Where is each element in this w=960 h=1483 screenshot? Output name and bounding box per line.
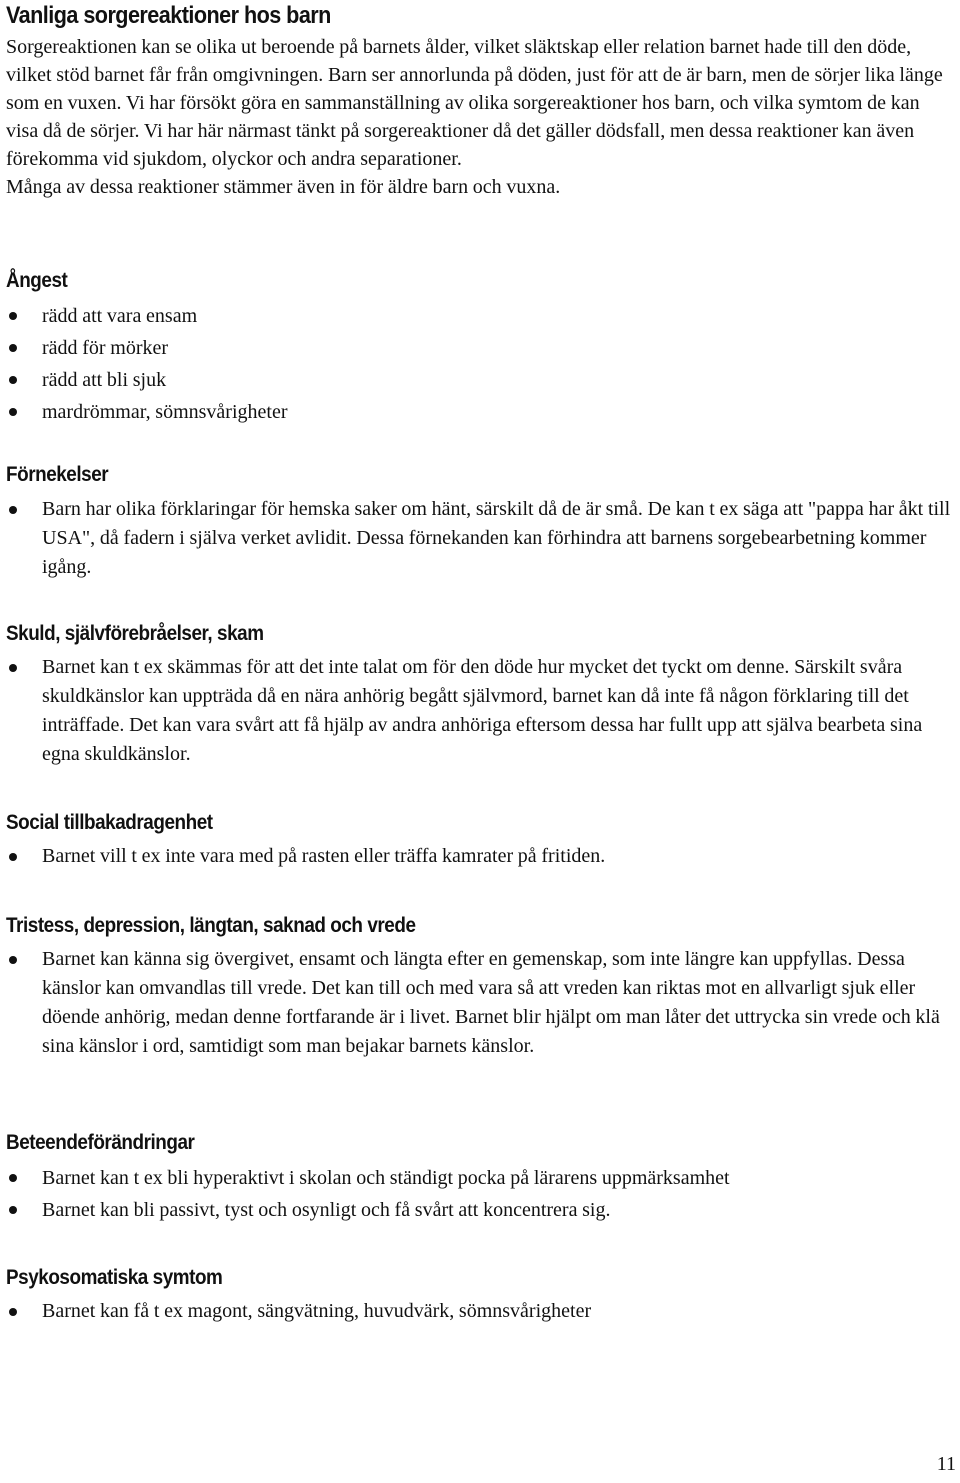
bullet-icon (9, 312, 17, 320)
list-item (6, 1194, 951, 1226)
list-item (6, 653, 951, 769)
bullet-icon (9, 506, 17, 514)
bullet-list (6, 300, 951, 428)
list-item (6, 1297, 951, 1326)
list-item (6, 332, 951, 364)
bullet-list (6, 1297, 951, 1326)
list-item-text: Barnet kan bli passivt, tyst och osynligt och få svårt att koncentrera sig. (42, 1199, 611, 1221)
section-heading: Förnekelser (6, 463, 109, 486)
bullet-icon (9, 1174, 17, 1182)
bullet-list (6, 842, 951, 871)
section-psykosomatiska (6, 1265, 951, 1326)
list-item (6, 945, 951, 1061)
section-heading: Tristess, depression, längtan, saknad och vrede (6, 914, 416, 937)
list-item-text: Barnet vill t ex inte vara med på rasten eller träffa kamrater på fritiden. (42, 845, 606, 867)
list-item-text: Barnet kan t ex bli hyperaktivt i skolan och ständigt pocka på lärarens uppmärksamhet (42, 1167, 730, 1189)
section-beteende (6, 1130, 951, 1226)
list-item-text: rädd för mörker (42, 337, 169, 359)
section-heading: Beteendeförändringar (6, 1131, 195, 1154)
bullet-icon (9, 344, 17, 352)
list-item (6, 364, 951, 396)
section-heading: Psykosomatiska symtom (6, 1266, 223, 1289)
list-item-text: Barnet kan känna sig övergivet, ensamt och längta efter en gemenskap, som inte längre kan uppfyllas. Dessa känslor kan omvandlas till vrede. Det kan till och med vara så att vreden kan riktas mot en allvarligt sjuk eller döende anhörig, medan denne fortfarande är i livet. Barnet blir hjälpt om man låter det uttrycka sin vrede och klä sina känslor i ord, samtidigt som man bejakar barnets känslor. (42, 948, 940, 1057)
list-item-text: rädd att vara ensam (42, 305, 198, 327)
bullet-list (6, 495, 951, 582)
list-item-text: Barnet kan få t ex magont, sängvätning, huvudvärk, sömnsvårigheter (42, 1300, 592, 1322)
bullet-icon (9, 664, 17, 672)
section-tristess (6, 913, 951, 1061)
intro-section (6, 33, 951, 201)
bullet-list (6, 1162, 951, 1226)
list-item (6, 300, 951, 332)
section-angest (6, 268, 951, 428)
page-title: Vanliga sorgereaktioner hos barn (6, 2, 331, 29)
section-heading: Skuld, självförebråelser, skam (6, 622, 264, 645)
bullet-list (6, 945, 951, 1061)
intro-note: Många av dessa reaktioner stämmer även in för äldre barn och vuxna. (6, 176, 561, 198)
bullet-icon (9, 1308, 17, 1316)
bullet-icon (9, 1206, 17, 1214)
intro-paragraph: Sorgereaktionen kan se olika ut beroende på barnets ålder, vilket släktskap eller relation barnet hade till den döde, vilket stöd barnet får från omgivningen. Barn ser annorlunda på döden, just för att de är barn, men de sörjer lika länge som en vuxen. Vi har försökt göra en sammanställning av olika sorgereaktioner hos barn, och vilka symtom de kan visa då de sörjer. Vi har här närmast tänkt på sorgereaktioner då det gäller dödsfall, men dessa reaktioner kan även förekomma vid sjukdom, olyckor och andra separationer. (6, 36, 943, 170)
list-item-text: mardrömmar, sömnsvårigheter (42, 401, 288, 423)
section-heading: Ångest (6, 269, 68, 292)
section-social (6, 810, 951, 871)
bullet-list (6, 653, 951, 769)
list-item (6, 1162, 951, 1194)
section-skuld (6, 621, 951, 769)
section-fornekelser (6, 462, 951, 582)
list-item-text: Barnet kan t ex skämmas för att det inte talat om för den döde hur mycket det tyckt om denne. Särskilt svåra skuldkänslor kan uppträda då en nära anhörig begått självmord, barnet kan då inte få någon förklaring till det inträffade. Det kan vara svårt att få hjälp av andra anhöriga eftersom dessa har fullt upp att själva bearbeta sina egna skuldkänslor. (42, 656, 923, 765)
bullet-icon (9, 376, 17, 384)
document-page (6, 0, 951, 1322)
bullet-icon (9, 956, 17, 964)
page-number: 11 (936, 1453, 956, 1475)
bullet-icon (9, 408, 17, 416)
list-item (6, 396, 951, 428)
list-item-text: Barn har olika förklaringar för hemska saker om hänt, särskilt då de är små. De kan t ex säga att "pappa har åkt till USA", då fadern i själva verket avlidit. Dessa förnekanden kan förhindra att barnens sorgebearbetning kommer igång. (42, 498, 951, 578)
list-item-text: rädd att bli sjuk (42, 369, 167, 391)
bullet-icon (9, 853, 17, 861)
section-heading: Social tillbakadragenhet (6, 811, 213, 834)
list-item (6, 495, 951, 582)
list-item (6, 842, 951, 871)
